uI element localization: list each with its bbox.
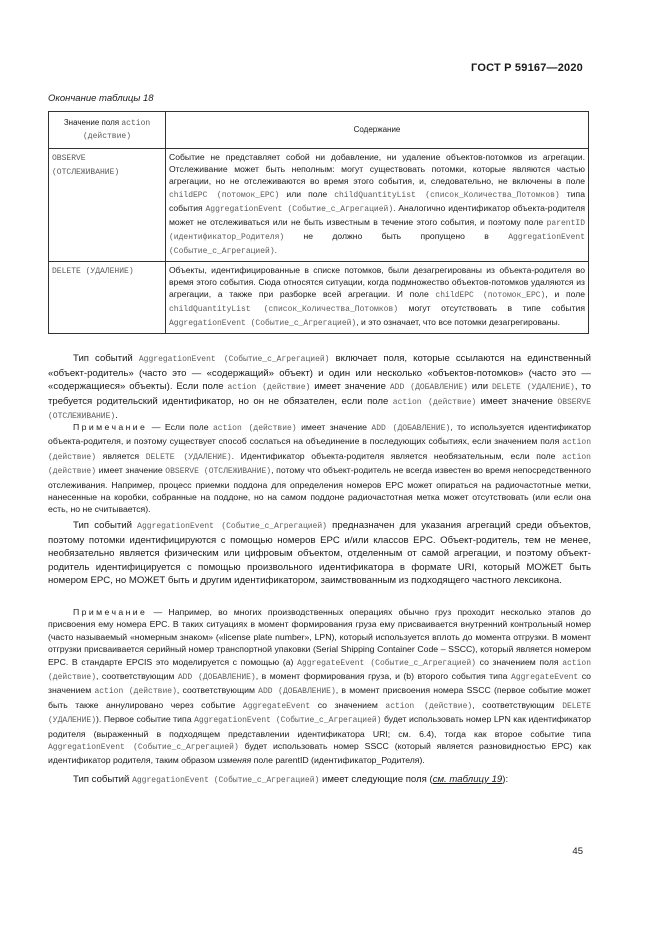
column-header-field-value: Значение поля action (действие) [49, 112, 166, 149]
table-cell-key: DELETE (УДАЛЕНИЕ) [49, 261, 166, 333]
document-code: ГОСТ Р 59167—2020 [471, 62, 583, 74]
table-row [49, 261, 589, 333]
paragraph-aggregation-fields: Тип событий AggregationEvent (Событие_с_Агрегацией) включает поля, которые ссылаются на единственный «объект-родитель» (часто это — «содержащий» объект) и один или несколько «объектов-потомков» (часто это — «содержащиеся» объекты). Если поле action (действие) имеет значение ADD (ДОБАВЛЕНИЕ) или DELETE (УДАЛЕНИЕ), то требуется родительский идентификатор, но он не обязателен, если поле action (действие) имеет значение OBSERVE (ОТСЛЕЖИВАНИЕ). [48, 353, 592, 422]
table-caption: Окончание таблицы 18 [48, 93, 154, 104]
paragraph-aggregation-purpose: Тип событий AggregationEvent (Событие_с_Агрегацией) предназначен для указания агрегаций среди объектов, поэтому потомки идентифицируются с помощью номеров EPC и/или классов EPC. Объект-родитель, тем не менее, необязательно является физическим или цифровым объектом, отделенным от самой агрегации, и поэтому объект-родитель идентифицируется с помощью произвольного идентификатора в формате URI, который МОЖЕТ быть номером EPC, но МОЖЕТ быть и другим идентификатором, заимствованным из подходящего частного лексикона. [48, 520, 591, 587]
spec-table [48, 111, 589, 334]
table-cell-key: OBSERVE (ОТСЛЕЖИВАНИЕ) [49, 149, 166, 262]
table-header-row [49, 112, 589, 149]
table-cell-content: Объекты, идентифицированные в списке потомков, были дезагрегированы из объекта-родителя во время этого события. Сюда относятся ситуации, когда подмножество объектов-потомков удаляются из агрегации, а также при разборке всей агрегации. И поле childEPC (потомок_EPC), и поле childQuantityList (список_Количества_Потомков) могут отсутствовать в типе события AggregationEvent (Событие_с_Агрегацией), и это означает, что все потомки дезагрегированы. [166, 261, 589, 333]
table-row [49, 149, 589, 262]
note-parent-identifier: Примечание — Если поле action (действие) имеет значение ADD (ДОБАВЛЕНИЕ), то используется идентификатор объекта-родителя, и поэтому существует способ сослаться на объединение в последующих событиях, если значением поля action (действие) является DELETE (УДАЛЕНИЕ). Идентификатор объекта-родителя является необязательным, если поле action (действие) имеет значение OBSERVE (ОТСЛЕЖИВАНИЕ), потому что объект-родитель не всегда известен во время непосредственного отслеживания. Например, процесс приемки поддона для определения номеров EPC может опираться на радиочастотные метки, нанесенные на коробки, собранные на поддоне, но на самом поддоне радиочастотная метка может отсутствовать (или если она есть, но не считывается). [48, 422, 592, 515]
column-header-content: Содержание [166, 112, 589, 149]
note-sscc-example: Примечание — Например, во многих производственных операциях обычно груз проходит несколько этапов до присвоения ему номера EPC. В таких ситуациях в момент формирования груза ему присваивается внутренний контрольный номер (часто называемый «номерным знаком» («license plate number», LPN), который используется вплоть до момента отгрузки. В момент отгрузки присваивается серийный номер транспортной упаковки (Serial Shipping Container Code – SSCC), который является номером EPC. В стандарте EPCIS это моделируется с помощью (a) AggregateEvent (Событие_с_Агрегацией) со значением поля action (действие), соответствующим ADD (ДОБАВЛЕНИЕ), в момент формирования груза, и (b) второго события типа AggregateEvent со значением action (действие), соответствующим ADD (ДОБАВЛЕНИЕ), в момент присвоения номера SSCC (первое событие может быть также аннулировано через событие AggregateEvent со значением action (действие), соответствующим DELETE (УДАЛЕНИЕ)). Первое событие типа AggregationEvent (Событие_с_Агрегацией) будет использовать номер LPN как идентификатор родителя (выраженный в подходящем представлении идентификатора URI; см. 6.4), тогда как второе событие типа AggregationEvent (Событие_с_Агрегацией) будет использовать номер SSCC (который является разновидностью EPC) как идентификатор родителя, таким образом изменяя поле parentID (идентификатор_Родителя). [48, 607, 592, 766]
page-number: 45 [572, 846, 583, 857]
table-19-link[interactable]: см. таблицу 19 [432, 774, 503, 785]
table-cell-content: Событие не представляет собой ни добавление, ни удаление объектов-потомков из агрегации. Отслеживание может быть неполным: могут существовать потомки, которые являются частью агрегации, но не отслеживаются во время этого события, и, следовательно, не включены в поле childEPC (потомок_EPC) или поле childQuantityList (список_Количества_Потомков) типа события AggregationEvent (Событие_с_Агрегацией). Аналогично идентификатор объекта-родителя может не отслеживаться или не быть известным в течение этого события, и поэтому поле parentID (идентификатор_Родителя) не должно быть пропущено в AggregationEvent (Событие_с_Агрегацией). [166, 149, 589, 262]
paragraph-fields-intro: Тип событий AggregationEvent (Событие_с_Агрегацией) имеет следующие поля (см. таблицу 19): [73, 774, 509, 785]
